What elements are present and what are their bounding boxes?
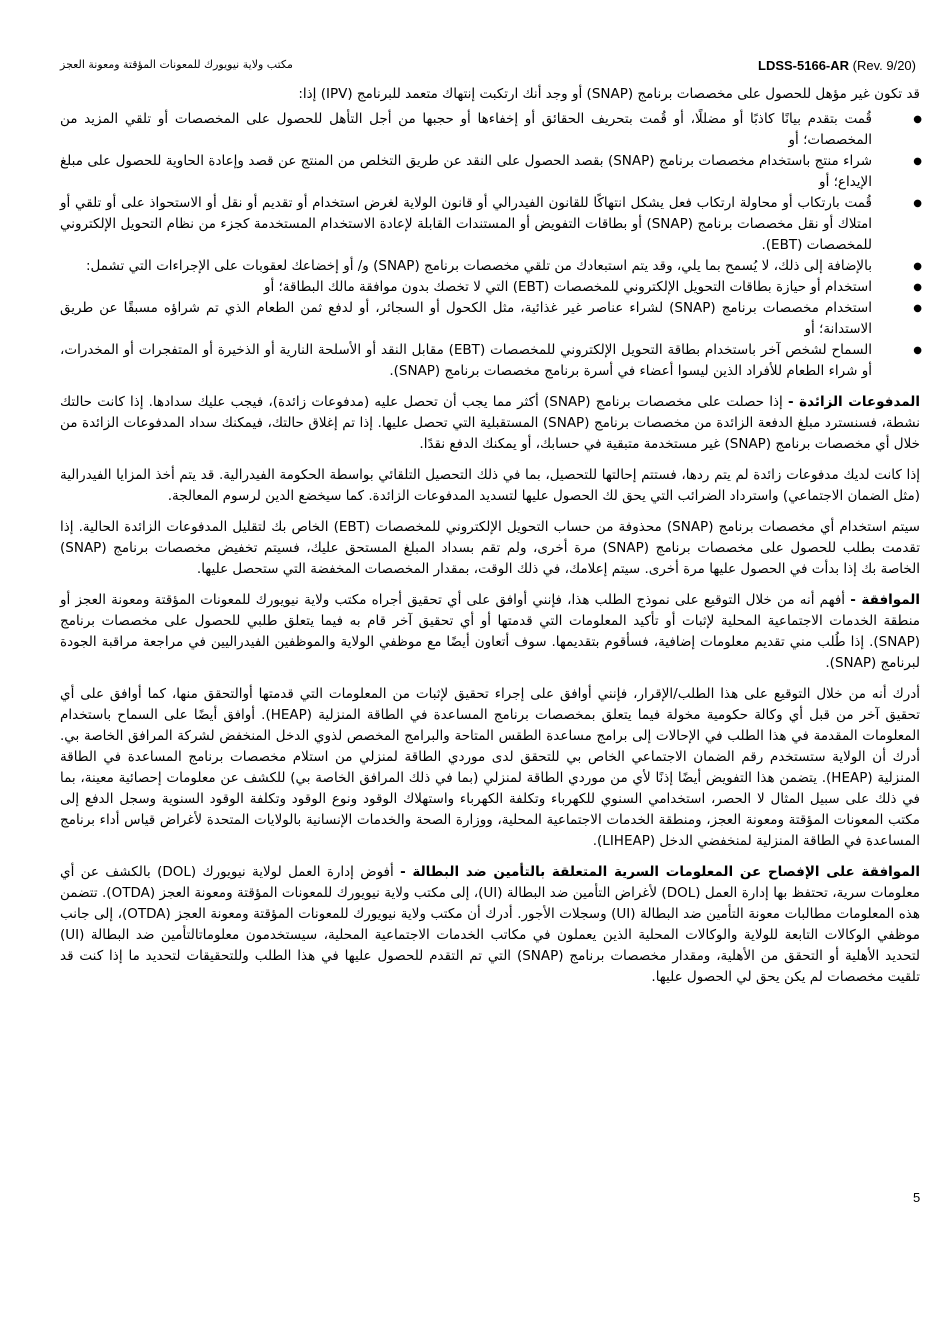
overpayments-paragraph-3: سيتم استخدام أي مخصصات برنامج (SNAP) محذوفة من حساب التحويل الإلكتروني للمخصصات (EBT) الخاص بك لتقليل المدفوعات الزائدة الحالية. إذا تقدمت بطلب للحصول على مخصصات برنامج (SNAP) مرة أخرى، ولم تقم بسداد المبلغ المستحق عليك، فسيتم تخفيض مخصصات برنامج (SNAP) الخاصة بك إذا بدأت في الحصول عليها مرة أخرى. سيتم إعلامك، في ذلك الوقت، بمقدار المخصصات المخفضة التي ستحصل عليها. bbox=[60, 519, 921, 577]
list-item bbox=[60, 277, 920, 298]
consent-paragraph-1 bbox=[60, 590, 920, 674]
bullet-icon: ● bbox=[913, 303, 922, 314]
bullet-icon: ● bbox=[913, 261, 922, 272]
list-item-text: بالإضافة إلى ذلك، لا يُسمح بما يلي، وقد يتم استبعادك من تلقي مخصصات برنامج (SNAP) و/ أو إخضاعك لعقوبات على الإجراءات التي تشمل: bbox=[85, 258, 872, 274]
list-item bbox=[60, 298, 920, 340]
paragraph-text: إذا حصلت على مخصصات برنامج (SNAP) أكثر مما يجب أن تحصل عليه (مدفوعات زائدة)، فيجب عليك سدادها. إذا كانت حالتك نشطة، فسنسترد مبلغ الدفعة الزائدة من مخصصات برنامج (SNAP) المستقبلية التي تحصل عليها. إذا تم إغلاق حالتك، فيمكنك سداد المدفوعات الزائدة من خلال أي مخصصات برنامج (SNAP) غير مستخدمة متبقية في حسابك، أو يمكنك الدفع نقدًا. bbox=[60, 394, 920, 452]
paragraph-text: أفوض إدارة العمل لولاية نيويورك (DOL) بالكشف عن أي معلومات سرية، تحتفظ بها إدارة العمل (DOL) لأغراض التأمين ضد البطالة (UI)، إلى مكتب ولاية نيويورك للمعونات المؤقتة ومعونة العجز (OTDA). تتضمن هذه المعلومات مطالبات معونة التأمين ضد البطالة (UI) وسجلات الأجور. أدرك أن مكتب ولاية نيويورك للمعونات المؤقتة ومعونة العجز (OTDA)، إلى جانب موظفي الوكالات التابعة للولاية والوكالات المحلية الذين يعملون في مكاتب الخدمات الاجتماعية المحلية، سيستخدمون معلوماتالتأمين ضد البطالة (UI) لتحديد الأهلية أو التحقق من الأهلية، ومقدار مخصصات برنامج (SNAP) التي تم التقدم للحصول عليها في هذا الطلب وللتحقيقات لتحديد ما إذا كنت قد تلقيت مخصصات لم يكن يحق لي الحصول عليها. bbox=[60, 864, 921, 985]
unemployment-consent-label: الموافقة على الإفصاح عن المعلومات السرية المتعلقة بالتأمين ضد البطالة - bbox=[400, 864, 920, 880]
overpayments-paragraph-2: إذا كانت لديك مدفوعات زائدة لم يتم ردها، فستتم إحالتها للتحصيل، بما في ذلك التحصيل التلقائي بواسطة الحكومة الفيدرالية. قد يتم أخذ المزايا الفيدرالية (مثل الضمان الاجتماعي) واسترداد الضرائب التي يحق لك الحصول عليها لتسديد المدفوعات الزائدة. كما سيخضع الدين لرسوم المعالجة. bbox=[60, 467, 920, 504]
list-item-text: قُمت بارتكاب أو محاولة ارتكاب فعل يشكل انتهاكًا للقانون الفيدرالي أو قانون الولاية لغرض استخدام أو تقديم أو نقل أو الاستحواذ على أو تلقي أو امتلاك أو نقل مخصصات برنامج (SNAP) أو بطاقات التفويض أو المستندات القابلة لإعادة الاستخدام المستخدمة كجزء من نظام التحويل الإلكتروني للمخصصات (EBT). bbox=[60, 195, 873, 253]
bullet-icon: ● bbox=[913, 156, 922, 167]
list-item bbox=[60, 151, 920, 193]
consent-label: الموافقة - bbox=[850, 592, 920, 608]
bullet-icon: ● bbox=[913, 282, 922, 293]
list-item bbox=[60, 256, 920, 277]
consent-paragraph-2: أدرك أنه من خلال التوقيع على هذا الطلب/الإقرار، فإنني أوافق على إجراء تحقيق لإثبات من المعلومات التي قدمتها أوالتحقق منها، كما أوافق على أي تحقيق آخر من قبل أي وكالة حكومية مخولة فيما يتعلق بمخصصات برنامج المساعدة في الطاقة المنزلية (HEAP). أوافق أيضًا على السماح باستخدام المعلومات المقدمة في هذا الطلب في الإحالات إلى برامج مساعدة الطقس المتاحة والبرامج المخصص لذوي الدخل المنخفض لشركة المرافق الخاصة بي. أدرك أن الولاية ستستخدم رقم الضمان الاجتماعي الخاص بي للتحقق لدى موردي الطاقة لمنزلي من استلام مخصصات برنامج المساعدة في الطاقة المنزلية (HEAP). يتضمن هذا التفويض أيضًا إذنًا لأي من موردي الطاقة لمنزلي (بما في ذلك المرافق الخاصة بي) للكشف عن معلومات إحصائية معينة، بما في ذلك على سبيل المثال لا الحصر، استخدامي السنوي للكهرباء وتكلفة الكهرباء واستهلاك الوقود ونوع الوقود وتكلفة الوقود السنوية وسجل الدفع إلى مكتب المعونات المؤقتة ومعونة العجز، ومنطقة الخدمات الاجتماعية المحلية، ووزارة الصحة والخدمات الإنسانية بالولايات المتحدة لأغراض قياس أداء برنامج المساعدة في الطاقة المنزلية لمنخفضي الدخل (LIHEAP). bbox=[60, 686, 920, 849]
list-item-text: استخدام مخصصات برنامج (SNAP) لشراء عناصر غير غذائية، مثل الكحول أو السجائر، أو لدفع ثمن الطعام الذي تم شراؤه مسبقًا عن طريق الاستدانة؛ أو bbox=[60, 300, 872, 337]
bullet-icon: ● bbox=[913, 114, 922, 125]
form-code bbox=[758, 58, 916, 73]
list-item bbox=[60, 340, 920, 382]
office-name: مكتب ولاية نيويورك للمعونات المؤقتة ومعونة العجز bbox=[60, 58, 293, 71]
document-body bbox=[60, 84, 920, 998]
list-item bbox=[60, 193, 920, 256]
violations-list bbox=[60, 109, 920, 382]
list-item-text: السماح لشخص آخر باستخدام بطاقة التحويل الإلكتروني للمخصصات (EBT) مقابل النقد أو الأسلحة النارية أو الذخيرة أو المتفجرات أو المخدرات، أو شراء الطعام للأفراد الذين ليسوا أعضاء في أسرة برنامج مخصصات برنامج (SNAP). bbox=[60, 342, 872, 379]
list-item-text: استخدام أو حيازة بطاقات التحويل الإلكتروني للمخصصات (EBT) التي لا تخصك بدون موافقة مالك البطاقة؛ أو bbox=[263, 279, 872, 295]
overpayments-paragraph-1 bbox=[60, 392, 920, 455]
list-item-text: شراء منتج باستخدام مخصصات برنامج (SNAP) بقصد الحصول على النقد عن طريق التخلص من المنتج عن قصد وإعادة الحاوية للحصول على مبلغ الإيداع؛ أو bbox=[60, 153, 872, 190]
page-header bbox=[60, 58, 916, 78]
intro-paragraph: قد تكون غير مؤهل للحصول على مخصصات برنامج (SNAP) أو وجد أنك ارتكبت إنتهاك متعمد للبرنامج (IPV) إذا: bbox=[298, 86, 920, 102]
bullet-icon: ● bbox=[913, 345, 922, 356]
form-revision: (Rev. 9/20) bbox=[852, 58, 916, 73]
paragraph-text: أفهم أنه من خلال التوقيع على نموذج الطلب هذا، فإنني أوافق على أي تحقيق أجراه مكتب ولاية نيويورك للمعونات المؤقتة ومعونة العجز أو منطقة الخدمات الاجتماعية المحلية لإثبات أو تأكيد المعلومات التي قدمتها أو أي تحقيق آخر قام به فيما يتعلق طلبي للحصول على مخصصات برنامج (SNAP). إذا طُلب مني تقديم معلومات إضافية، فسأقوم بتقديمها. سوف أتعاون أيضًا مع موظفي الولاية والموظفين الفيدراليين في مراجعة مراقبة الجودة لبرنامج (SNAP). bbox=[60, 592, 920, 671]
page-number: 5 bbox=[913, 1190, 921, 1205]
list-item bbox=[60, 109, 920, 151]
form-number: LDSS-5166-AR bbox=[758, 58, 850, 73]
unemployment-consent-paragraph bbox=[60, 862, 920, 988]
bullet-icon: ● bbox=[913, 198, 922, 209]
list-item-text: قُمت بتقدم بيانًا كاذبًا أو مضللًا، أو قُمت بتحريف الحقائق أو إخفاءها أو حجبها من أجل التأهل للحصول على المخصصات أو تلقي المزيد من المخصصات؛ أو bbox=[60, 111, 872, 148]
overpayments-label: المدفوعات الزائدة - bbox=[787, 394, 920, 410]
